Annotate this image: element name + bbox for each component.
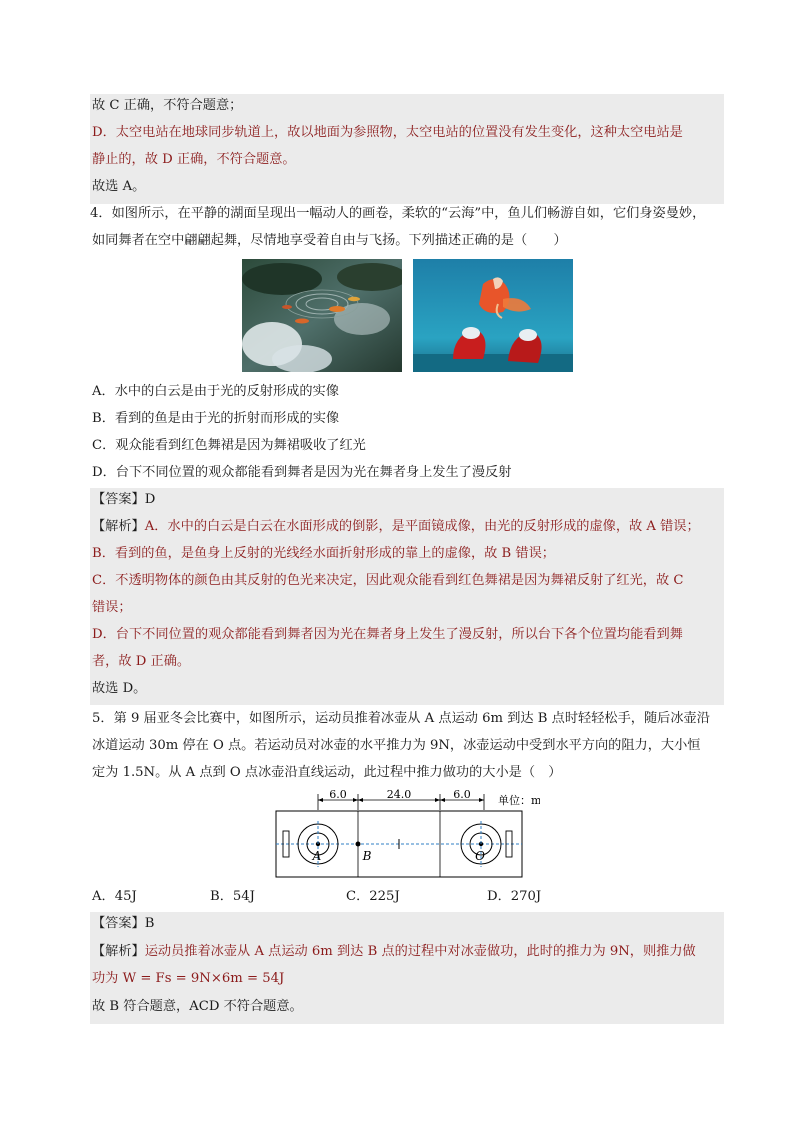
q3-conclusion: 故选 A。 xyxy=(92,179,146,194)
point-b-label: B xyxy=(362,849,372,863)
q5-option-c: C．225J xyxy=(346,889,400,904)
analysis-label: 【解析】 xyxy=(92,519,145,534)
analysis-text: A．水中的白云是白云在水面形成的倒影，是平面镜成像，由光的反射形成的虚像，故 A 错误； xyxy=(144,519,700,534)
q5-stem: 5．第 9 届亚冬会比赛中，如图所示，运动员推着冰壶从 A 点运动 6m 到达 B 点时轻轻松手，随后冰壶沿 xyxy=(92,711,710,726)
point-a-label: A xyxy=(312,849,322,863)
q5-stem: 定为 1.5N。从 A 点到 O 点冰壶沿直线运动，此过程中推力做功的大小是（ ） xyxy=(92,765,562,780)
q4-option-a: A．水中的白云是由于光的反射形成的实像 xyxy=(92,384,339,399)
koi-pond-photo xyxy=(242,259,402,372)
q4-analysis-line-5: D．台下不同位置的观众都能看到舞者因为光在舞者身上发生了漫反射，所以台下各个位置均能看到舞 xyxy=(92,627,683,642)
point-o-label: O xyxy=(475,849,485,863)
q5-option-a: A．45J xyxy=(92,889,137,904)
q5-option-b: B．54J xyxy=(210,889,255,904)
dim-label-3: 6.0 xyxy=(453,788,471,801)
q4-analysis-line-2: B．看到的鱼，是鱼身上反射的光线经水面折射形成的靠上的虚像，故 B 错误； xyxy=(92,546,555,561)
dim-label-2: 24.0 xyxy=(386,788,412,801)
q5-option-d: D．270J xyxy=(487,889,542,904)
q4-stem: 如同舞者在空中翩翩起舞，尽情地享受着自由与飞扬。下列描述正确的是（ ） xyxy=(92,233,567,248)
q4-option-b: B．看到的鱼是由于光的折射而形成的实像 xyxy=(92,411,340,426)
q4-option-d: D．台下不同位置的观众都能看到舞者是因为光在舞者身上发生了漫反射 xyxy=(92,465,512,480)
q5-analysis-line-1 xyxy=(92,938,724,965)
unit-label: 单位：m xyxy=(498,794,540,807)
dancer-fish-photo xyxy=(413,259,573,372)
q5-analysis-line-2: 功为 W = Fs = 9N×6m = 54J xyxy=(92,971,285,986)
q5-answer: 【答案】B xyxy=(92,916,155,931)
q4-option-c: C．观众能看到红色舞裙是因为舞裙吸收了红光 xyxy=(92,438,366,453)
q4-conclusion: 故选 D。 xyxy=(92,681,147,696)
curling-track-figure xyxy=(270,788,540,884)
q4-analysis-line-3: C．不透明物体的颜色由其反射的色光来决定，因此观众能看到红色舞裙是因为舞裙反射了红光，故 C xyxy=(92,573,684,588)
q4-stem: 4．如图所示，在平静的湖面呈现出一幅动人的画卷，柔软的“云海”中，鱼儿们畅游自如，它们身姿曼妙， xyxy=(90,206,706,221)
q4-analysis-line-6: 者，故 D 正确。 xyxy=(92,654,191,669)
analysis-text: 运动员推着冰壶从 A 点运动 6m 到达 B 点的过程中对冰壶做功，此时的推力为 9N，则推力做 xyxy=(144,944,696,959)
analysis-label: 【解析】 xyxy=(92,944,145,959)
q4-answer: 【答案】D xyxy=(92,492,156,507)
dim-label-1: 6.0 xyxy=(329,788,347,801)
q5-stem: 冰道运动 30m 停在 O 点。若运动员对冰壶的水平推力为 9N，冰壶运动中受到水平方向的阻力，大小恒 xyxy=(92,738,701,753)
q4-analysis-line-1 xyxy=(92,513,724,540)
q5-conclusion: 故 B 符合题意，ACD 不符合题意。 xyxy=(92,999,303,1014)
q3-analysis-line: 静止的，故 D 正确，不符合题意。 xyxy=(92,152,296,167)
q4-analysis-line-4: 错误； xyxy=(92,600,132,615)
q3-analysis-line: D．太空电站在地球同步轨道上，故以地面为参照物，太空电站的位置没有发生变化，这种太空电站是 xyxy=(92,125,683,140)
q3-analysis-line: 故 C 正确，不符合题意； xyxy=(92,98,243,113)
